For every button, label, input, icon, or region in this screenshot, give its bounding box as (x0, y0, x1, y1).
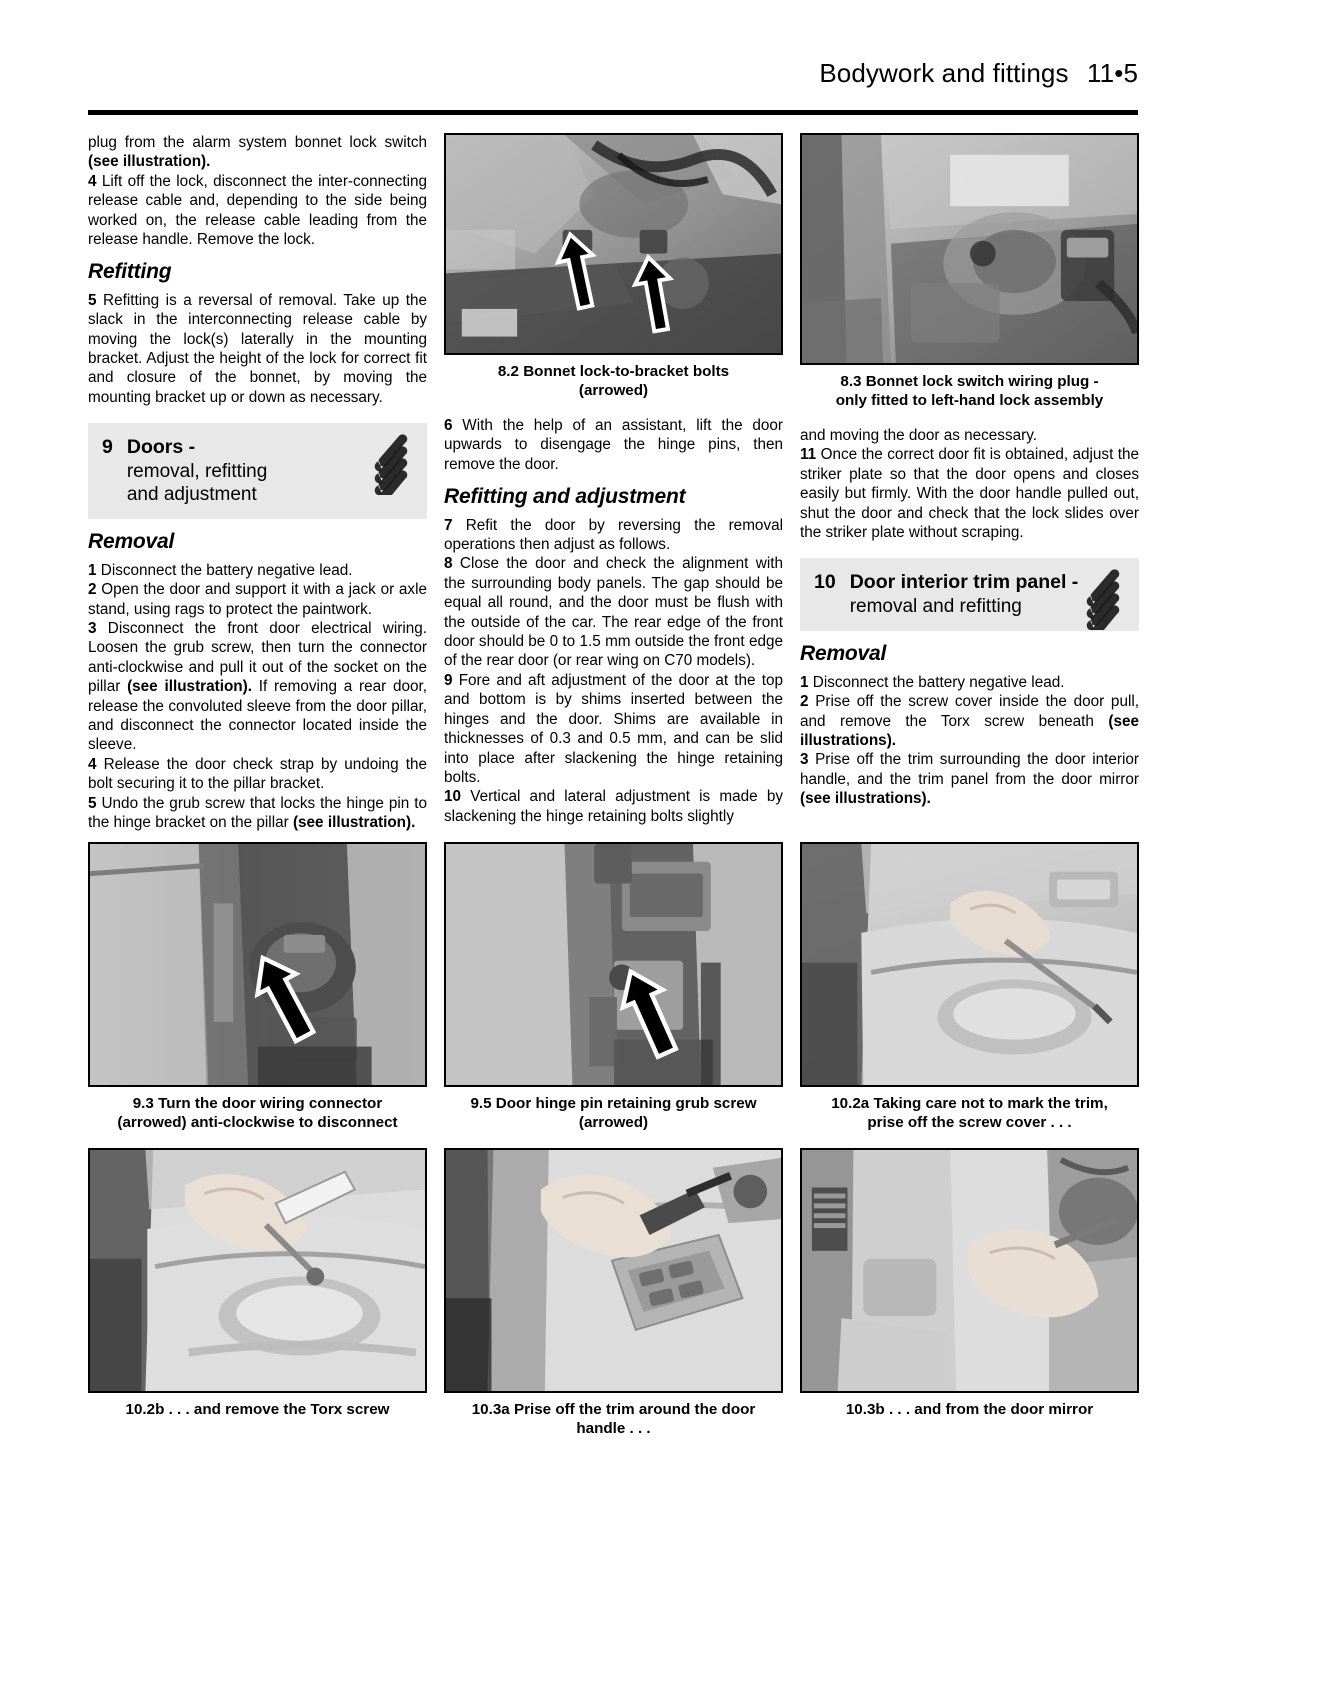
step-10 (444, 787, 783, 826)
figure-9-3 (88, 842, 427, 1132)
step-10-number: 10 (444, 788, 462, 806)
step-11-text: Once the correct door fit is obtained, adjust the striker plate so that the door opens and closes easily but firmly. With the door handle pulled out, shut the door and check that the lock slides over the striker plate without scraping. (800, 446, 1139, 542)
figure-9-3-caption (88, 1094, 427, 1132)
page-title: Bodywork and fittings (819, 58, 1069, 88)
step-4-number: 4 (88, 172, 97, 190)
step-10-2-ref: (see illustrations). (800, 712, 1139, 750)
section-9-subtitle-1: removal, refitting (126, 461, 268, 483)
figure-10-2b-caption (88, 1400, 427, 1419)
step-5 (88, 291, 427, 407)
figure-10-2a-caption-line1: Taking care not to mark the trim, (873, 1095, 1108, 1112)
figure-10-2a-caption (800, 1094, 1139, 1132)
step-7 (444, 516, 783, 555)
step-10-2-number: 2 (800, 693, 809, 711)
figure-9-3-caption-line1: Turn the door wiring connector (158, 1095, 383, 1112)
heading-removal-9: Removal (88, 530, 175, 554)
step-10-3 (800, 750, 1139, 808)
figure-8-2-photo (444, 133, 783, 355)
step-9 (444, 671, 783, 787)
step-9-4 (88, 755, 427, 794)
figure-8-3-label: 8.3 (840, 373, 862, 390)
section-9-title: Doors - (126, 436, 196, 459)
figure-10-2b (88, 1148, 427, 1419)
step-9-4-number: 4 (88, 755, 97, 773)
figure-10-3b-label: 10.3b (845, 1401, 885, 1418)
step-10-1-text: Disconnect the battery negative lead. (808, 673, 1065, 691)
step-4 (88, 172, 427, 250)
figure-10-2a (800, 842, 1139, 1132)
figure-10-2b-label: 10.2b (125, 1401, 165, 1418)
figure-8-3-caption-line2: only fitted to left-hand lock assembly (835, 392, 1104, 409)
step-9-5 (88, 794, 427, 833)
heading-removal-10: Removal (800, 642, 887, 666)
paragraph-continuation-right: and moving the door as necessary. (800, 427, 1037, 444)
figure-9-5-photo (444, 842, 783, 1087)
figure-9-5-label: 9.5 (470, 1095, 492, 1112)
figure-9-5 (444, 842, 783, 1132)
figure-9-3-photo (88, 842, 427, 1087)
step-10-2-text-a: Prise off the screw cover inside the door pull, and remove the Torx screw beneath (800, 693, 1139, 730)
figure-10-3a-label: 10.3a (471, 1401, 510, 1418)
figure-10-3b-caption-line1: . . . and from the door mirror (888, 1401, 1094, 1418)
section-9-number: 9 (102, 436, 113, 459)
column-middle (444, 133, 783, 826)
step-9-5-ref: (see illustration). (292, 813, 416, 831)
step-9-5-number: 5 (88, 794, 97, 812)
figure-8-2-caption-line1: Bonnet lock-to-bracket bolts (523, 363, 730, 380)
figure-8-3-photo (800, 133, 1139, 365)
figure-8-3-caption-line1: Bonnet lock switch wiring plug - (865, 373, 1099, 390)
figure-10-2a-label: 10.2a (831, 1095, 870, 1112)
figure-10-2b-caption-line1: . . . and remove the Torx screw (168, 1401, 390, 1418)
section-10-title: Door interior trim panel - (849, 571, 1079, 594)
column-left (88, 133, 427, 832)
figure-9-5-caption-line2: (arrowed) (578, 1114, 649, 1131)
figure-10-3a-caption-line2: handle . . . (576, 1420, 651, 1437)
step-9-3-text-a: Disconnect the front door electrical wiring. Loosen the grub screw, then turn the connector anti-clockwise and pull it out of the socket on the pillar (88, 619, 427, 696)
step-8 (444, 554, 783, 670)
step-9-2-text: Open the door and support it with a jack or axle stand, using rags to protect the paintwork. (88, 581, 427, 618)
header-rule (88, 110, 1138, 115)
section-10-subtitle-1: removal and refitting (849, 596, 1022, 618)
figure-9-3-label: 9.3 (132, 1095, 154, 1112)
step-9-3-ref: (see illustration). (127, 678, 252, 696)
step-10-3-text-a: Prise off the trim surrounding the door interior handle, and the trim panel from the door mirror (800, 751, 1139, 788)
step-9-1 (88, 561, 427, 580)
section-10-header[interactable] (800, 558, 1139, 631)
step-10-3-ref: (see illustrations). (800, 790, 931, 808)
step-8-number: 8 (444, 555, 453, 573)
paragraph-continuation (88, 133, 427, 172)
figure-10-2a-caption-line2: prise off the screw cover . . . (867, 1114, 1072, 1131)
step-6-number: 6 (444, 417, 453, 434)
figure-10-3a-caption-line1: Prise off the trim around the door (513, 1401, 756, 1418)
step-9-number: 9 (444, 671, 453, 689)
step-10-text: Vertical and lateral adjustment is made by slackening the hinge retaining bolts slightly (444, 788, 783, 825)
figure-9-3-caption-line2: (arrowed) anti-clockwise to disconnect (117, 1114, 398, 1131)
step-10-2 (800, 692, 1139, 750)
step-8-text: Close the door and check the alignment with the surrounding body panels. The gap should be equal all round, and the door must be flush with the outside of the car. The rear edge of the front door should be 0 to 1.5 mm outside the front edge of the rear door (or rear wing on C70 models). (444, 555, 783, 670)
figure-10-3a-photo (444, 1148, 783, 1393)
figure-8-2-label: 8.2 (497, 363, 519, 380)
figure-8-2-caption-line2: (arrowed) (578, 382, 649, 399)
step-9-5-text-a: Undo the grub screw that locks the hinge pin to the hinge bracket on the pillar (88, 794, 427, 831)
step-6-text: With the help of an assistant, lift the door upwards to disengage the hinge pins, then remove the door. (444, 417, 783, 473)
step-6 (444, 416, 783, 474)
difficulty-spanner-icon (1085, 568, 1131, 630)
step-11-number: 11 (800, 446, 817, 464)
step-9-2-number: 2 (88, 581, 97, 599)
figure-10-3a (444, 1148, 783, 1438)
step-7-text: Refit the door by reversing the removal operations then adjust as follows. (444, 516, 783, 554)
figure-10-2a-photo (800, 842, 1139, 1087)
figure-10-3b-photo (800, 1148, 1139, 1393)
see-illustration-ref: (see illustration). (88, 153, 211, 171)
step-9-1-text: Disconnect the battery negative lead. (96, 561, 353, 579)
section-10-number: 10 (814, 571, 836, 594)
figure-10-3a-caption (444, 1400, 783, 1438)
difficulty-spanner-icon (373, 433, 419, 495)
step-9-text: Fore and aft adjustment of the door at the top and bottom is by shims inserted between the hinges and the door. Shims are available in thicknesses of 0.3 and 0.5 mm, and can be slid into place after slackening the hinge retaining bolts. (444, 671, 783, 786)
step-5-text: Refitting is a reversal of removal. Take up the slack in the interconnecting release cable by moving the lock(s) laterally in the mounting bracket. Adjust the height of the lock for correct fit and closure of the bonnet, by moving the mounting bracket up or down as necessary. (88, 291, 427, 406)
step-9-3-text-c: If removing a rear door, release the convoluted sleeve from the door pillar, and disconnect the connector located inside the sleeve. (88, 678, 427, 754)
section-9-subtitle-2: and adjustment (126, 484, 257, 506)
step-4-text: Lift off the lock, disconnect the inter-connecting release cable and, depending to the side being worked on, the release cable leading from the release handle. Remove the lock. (88, 172, 427, 249)
figure-8-2-caption (444, 362, 783, 400)
step-9-3 (88, 619, 427, 755)
step-10-1-number: 1 (800, 673, 809, 691)
step-10-1 (800, 673, 1139, 692)
step-10-3-number: 3 (800, 751, 809, 769)
heading-refitting: Refitting (88, 260, 172, 284)
step-5-number: 5 (88, 291, 97, 309)
figure-9-5-caption-line1: Door hinge pin retaining grub screw (495, 1095, 757, 1112)
step-9-4-text: Release the door check strap by undoing the bolt securing it to the pillar bracket. (88, 755, 427, 793)
figure-10-3b-caption (800, 1400, 1139, 1419)
step-9-1-number: 1 (88, 561, 97, 579)
step-9-2 (88, 580, 427, 619)
step-7-number: 7 (444, 516, 453, 534)
figure-10-2b-photo (88, 1148, 427, 1393)
step-11 (800, 445, 1139, 542)
figure-8-3-caption (800, 372, 1139, 410)
heading-refitting-adjustment: Refitting and adjustment (444, 485, 686, 509)
step-9-3-number: 3 (88, 619, 97, 637)
section-9-header[interactable] (88, 423, 427, 519)
figure-9-5-caption (444, 1094, 783, 1132)
page-number: 11•5 (1087, 58, 1138, 88)
page-header (88, 58, 1138, 89)
para-cont-text: plug from the alarm system bonnet lock switch (88, 134, 427, 151)
figure-10-3b (800, 1148, 1139, 1419)
column-right (800, 133, 1139, 809)
